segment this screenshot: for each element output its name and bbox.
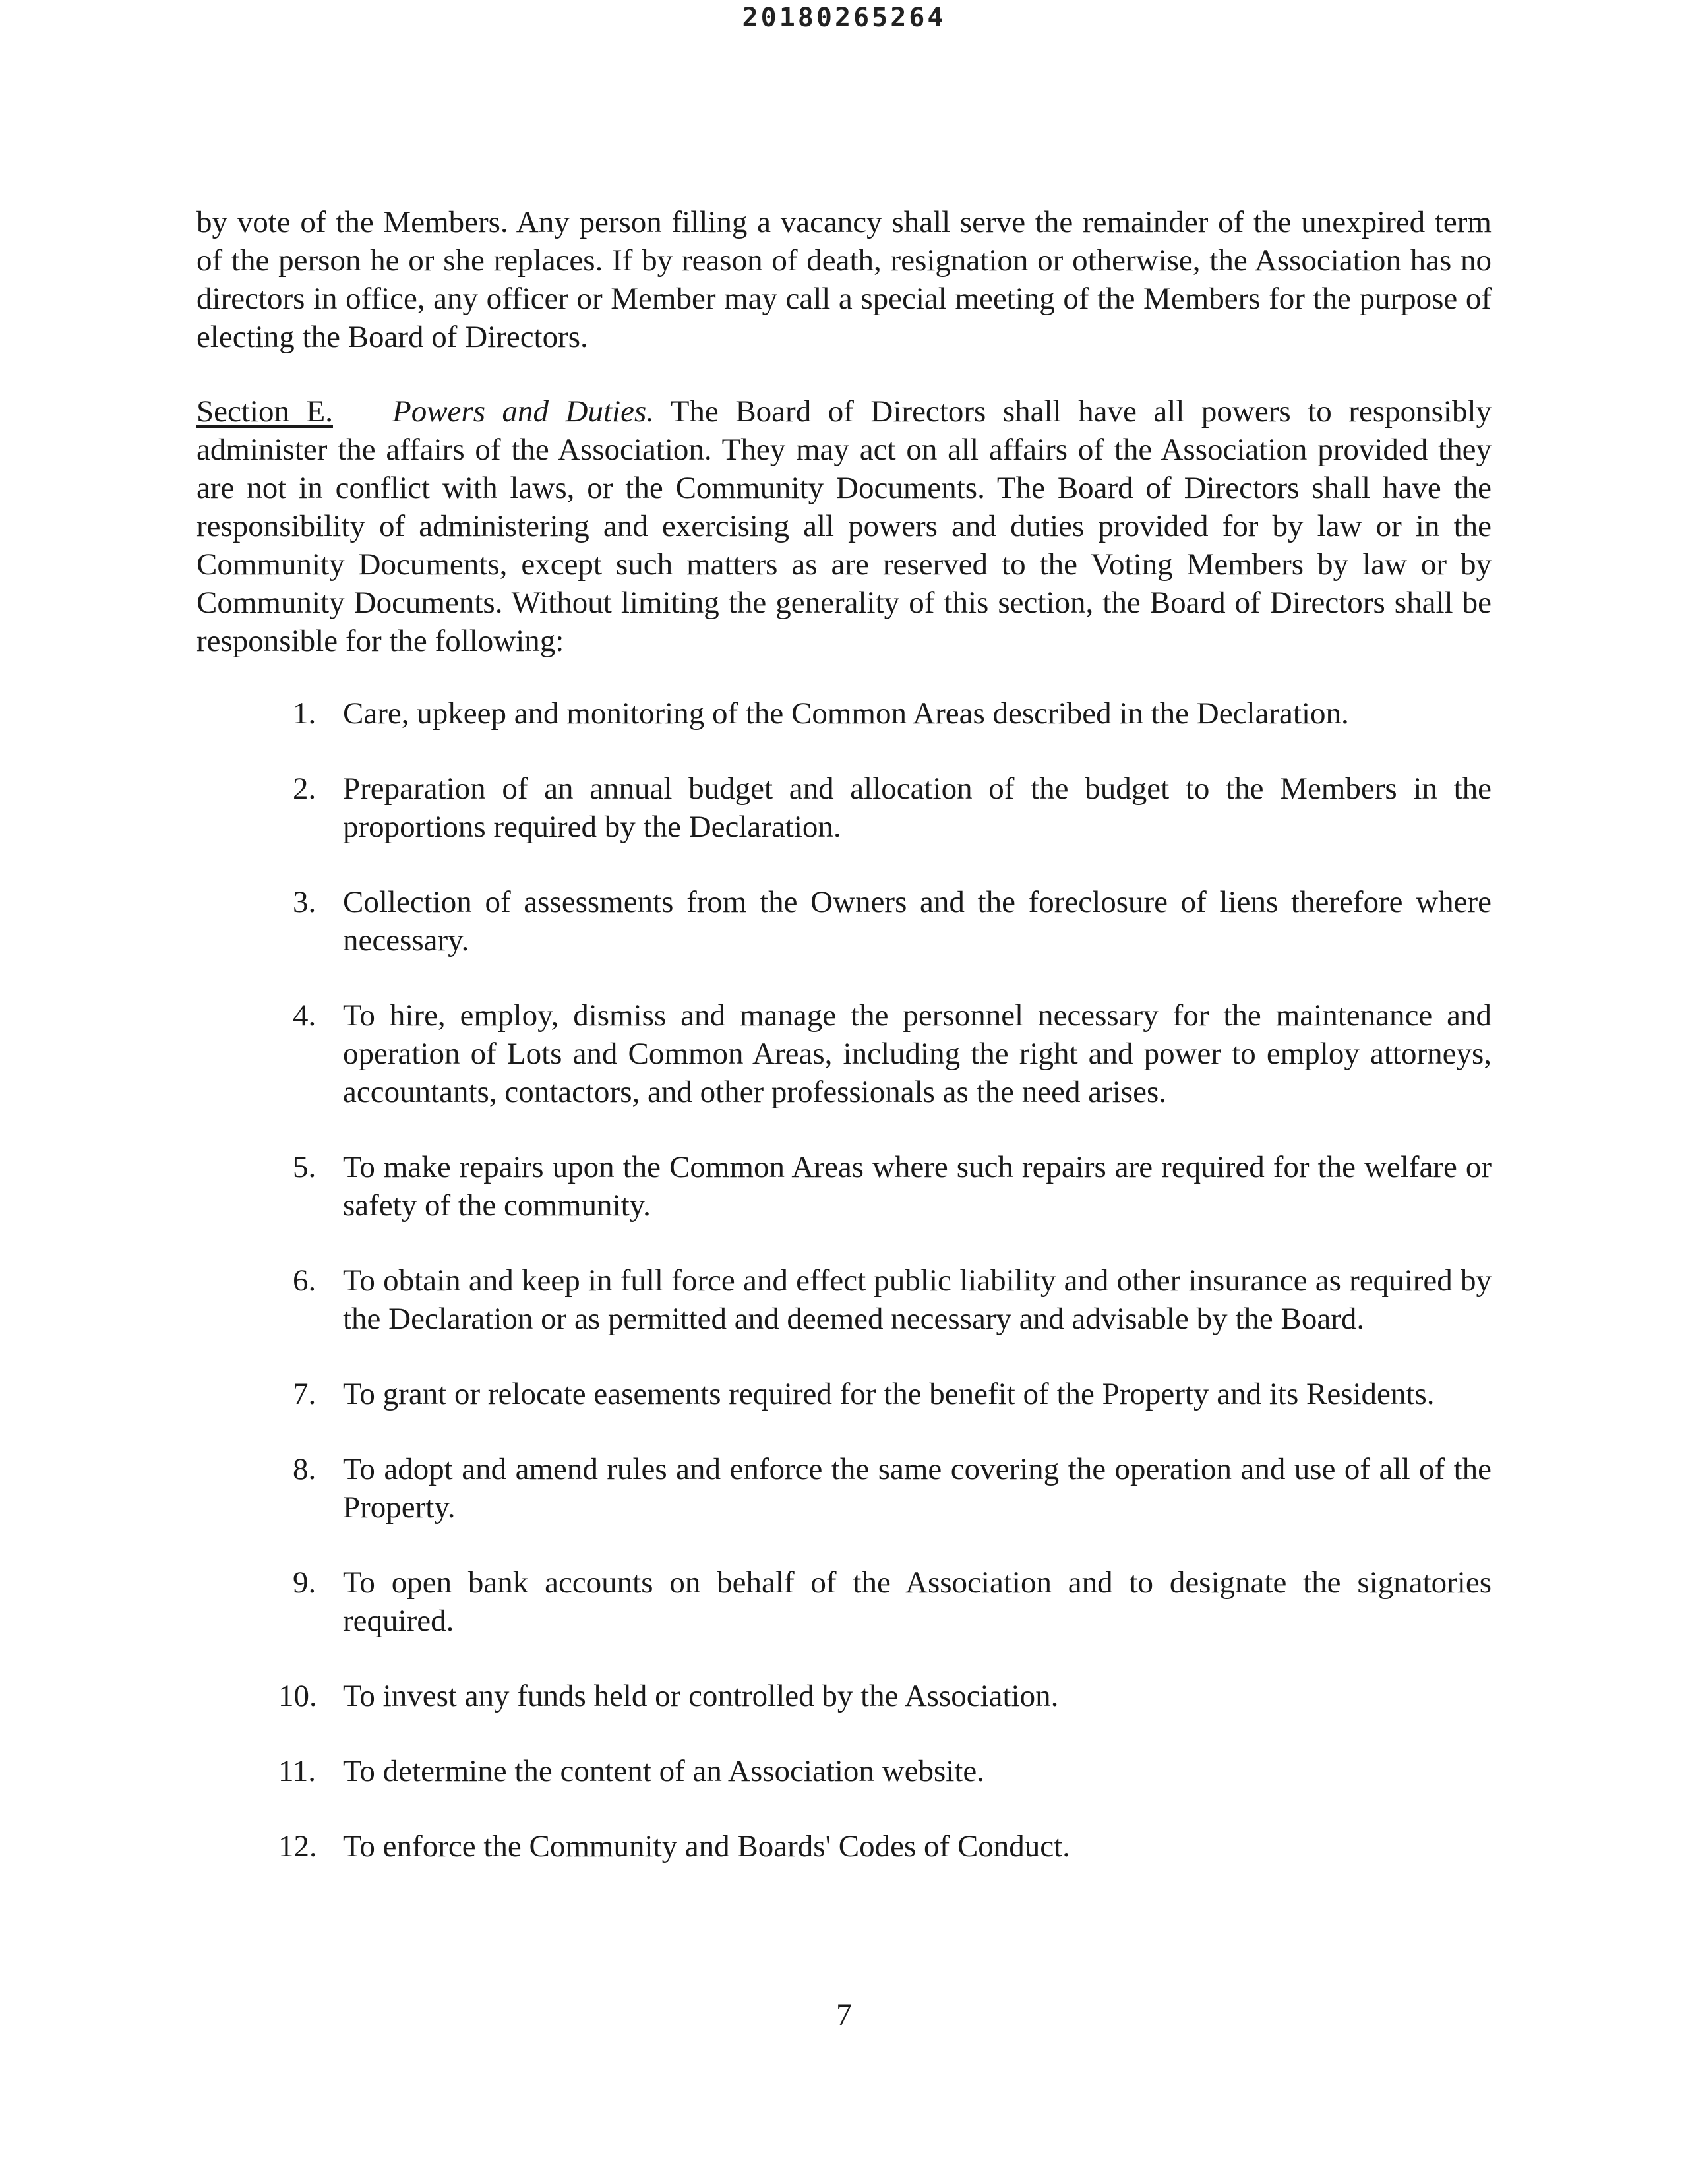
list-item	[196, 1677, 1492, 1715]
list-item-text: Preparation of an annual budget and allocation of the budget to the Members in the proportions required by the Declaration.	[343, 772, 1492, 844]
list-item	[196, 1752, 1492, 1790]
list-item-number: 8.	[293, 1452, 316, 1486]
list-item-number: 10.	[278, 1679, 317, 1713]
list-item-text: To open bank accounts on behalf of the Association and to designate the signatories required.	[343, 1565, 1492, 1638]
list-item-number: 2.	[293, 772, 316, 806]
list-item-number: 1.	[293, 696, 316, 731]
section-body: The Board of Directors shall have all powers to responsibly administer the affairs of the Association. They may act on all affairs of the Association provided they are not in conflict with laws, or the Community Documents. The Board of Directors shall have the responsibility of administering and exercising all powers and duties provided for by law or in the Community Documents, except such matters as are reserved to the Voting Members by law or by Community Documents. Without limiting the generality of this section, the Board of Directors shall be responsible for the following:	[196, 394, 1492, 658]
list-item	[196, 1827, 1492, 1866]
list-item	[196, 1450, 1492, 1527]
paragraph-section-e	[196, 392, 1492, 660]
list-item-text: To grant or relocate easements required for the benefit of the Property and its Residents.	[343, 1377, 1435, 1411]
list-item	[196, 1563, 1492, 1640]
list-item-text: To determine the content of an Association website.	[343, 1754, 985, 1788]
list-item-text: To obtain and keep in full force and effect public liability and other insurance as required by the Declaration or as permitted and deemed necessary and advisable by the Board.	[343, 1263, 1492, 1336]
page-number: 7	[836, 1997, 852, 2032]
duties-list	[196, 694, 1492, 1902]
paragraph-vacancy: by vote of the Members. Any person filling a vacancy shall serve the remainder of the unexpired term of the person he or she replaces. If by reason of death, resignation or otherwise, the Association has no directors in office, any officer or Member may call a special meeting of the Members for the purpose of electing the Board of Directors.	[196, 205, 1492, 354]
section-label: Section E.	[196, 394, 333, 429]
list-item-number: 6.	[293, 1263, 316, 1298]
list-item-text: Care, upkeep and monitoring of the Common Areas described in the Declaration.	[343, 696, 1349, 731]
list-item	[196, 1261, 1492, 1338]
list-item-number: 7.	[293, 1377, 316, 1411]
list-item	[196, 694, 1492, 733]
list-item-text: To enforce the Community and Boards' Codes of Conduct.	[343, 1829, 1070, 1864]
list-item-number: 11.	[278, 1754, 316, 1788]
list-item-number: 9.	[293, 1565, 316, 1600]
list-item-text: To invest any funds held or controlled by the Association.	[343, 1679, 1059, 1713]
list-item-text: To adopt and amend rules and enforce the same covering the operation and use of all of the Property.	[343, 1452, 1492, 1525]
list-item	[196, 1148, 1492, 1225]
list-item-text: To make repairs upon the Common Areas where such repairs are required for the welfare or safety of the community.	[343, 1150, 1492, 1223]
list-item-number: 3.	[293, 885, 316, 919]
list-item-text: To hire, employ, dismiss and manage the personnel necessary for the maintenance and operation of Lots and Common Areas, including the right and power to employ attorneys, accountants, contactors, and other professionals as the need arises.	[343, 998, 1492, 1109]
list-item-number: 12.	[278, 1829, 317, 1864]
list-item	[196, 770, 1492, 846]
list-item	[196, 1375, 1492, 1413]
list-item-number: 5.	[293, 1150, 316, 1184]
list-item	[196, 996, 1492, 1111]
document-number: 20180265264	[742, 3, 946, 33]
list-item	[196, 883, 1492, 959]
section-title: Powers and Duties.	[392, 394, 655, 429]
list-item-text: Collection of assessments from the Owners and the foreclosure of liens therefore where necessary.	[343, 885, 1492, 957]
list-item-number: 4.	[293, 998, 316, 1033]
